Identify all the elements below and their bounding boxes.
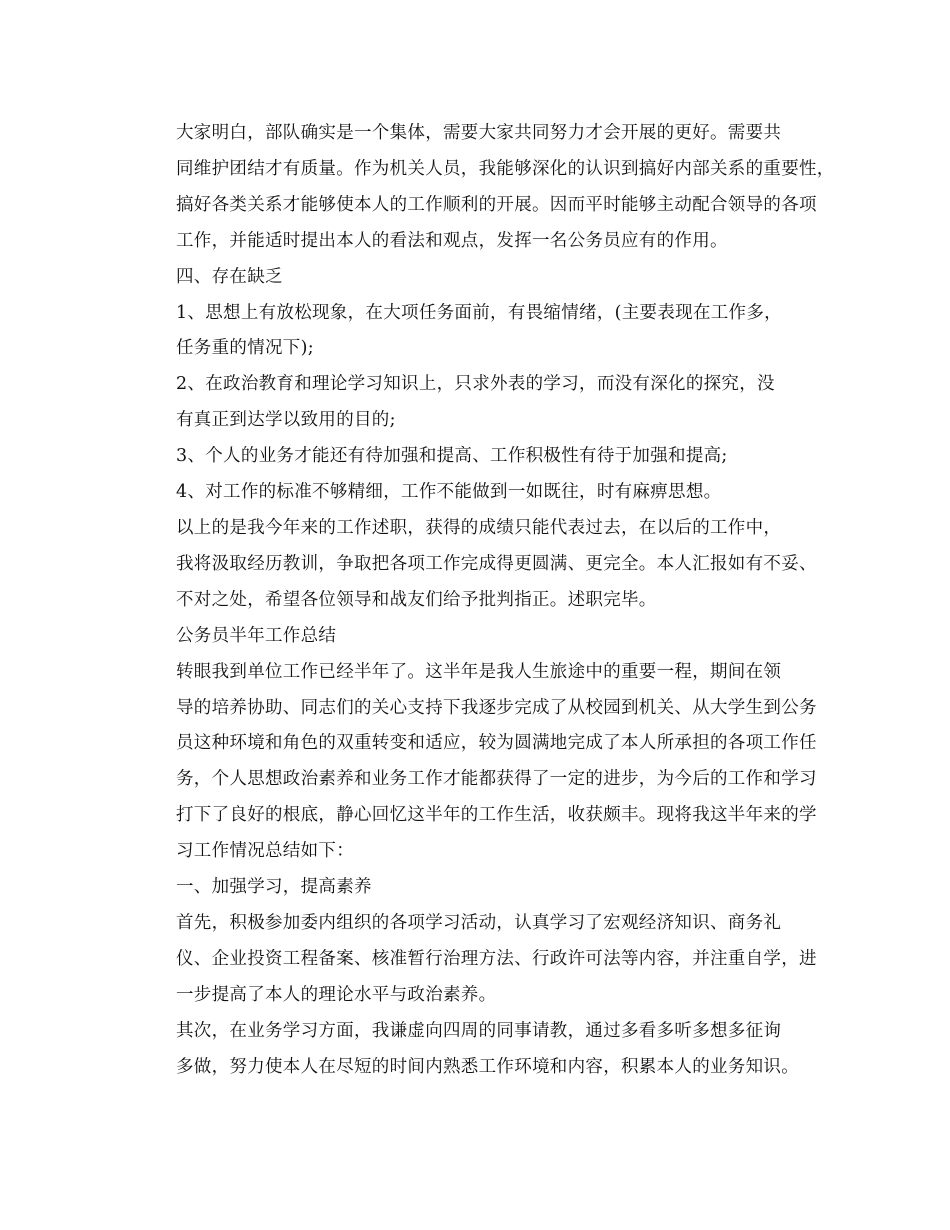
text-line: 习工作情况总结如下： bbox=[176, 841, 354, 862]
text-line: 导的培养协助、同志们的关心支持下我逐步完成了从校园到机关、从大学生到公务 bbox=[176, 697, 817, 718]
paragraph-p1 bbox=[141, 116, 835, 260]
text-line: 1、思想上有放松现象，在大项任务面前，有畏缩情绪，(主要表现在工作多， bbox=[176, 302, 782, 323]
text-line: 我将汲取经历教训，争取把各项工作完成得更圆满、更完全。本人汇报如有不妥、 bbox=[176, 553, 817, 574]
text-line: 多做，努力使本人在尽短的时间内熟悉工作环境和内容，积累本人的业务知识。 bbox=[176, 1056, 799, 1077]
text-line: 一步提高了本人的理论水平与政治素养。 bbox=[176, 984, 497, 1005]
text-line: 一、加强学习，提高素养 bbox=[176, 877, 372, 898]
text-line: 公务员半年工作总结 bbox=[176, 625, 337, 646]
paragraph-item-1 bbox=[141, 296, 816, 368]
text-line: 同维护团结才有质量。作为机关人员，我能够深化的认识到搞好内部关系的重要性， bbox=[176, 158, 835, 179]
text-line: 大家明白，部队确实是一个集体，需要大家共同努力才会开展的更好。需要共 bbox=[176, 123, 782, 143]
paragraph-item-3 bbox=[141, 439, 816, 475]
text-line: 四、存在缺乏 bbox=[176, 266, 283, 287]
paragraph-p-intro bbox=[141, 655, 816, 870]
paragraph-p-second bbox=[141, 1014, 816, 1086]
text-line: 搞好各类关系才能够使本人的工作顺利的开展。因而平时能够主动配合领导的各项 bbox=[176, 194, 817, 215]
text-line: 不对之处，希望各位领导和战友们给予批判指正。述职完毕。 bbox=[176, 589, 657, 610]
text-line: 转眼我到单位工作已经半年了。这半年是我人生旅途中的重要一程，期间在领 bbox=[176, 661, 782, 682]
paragraph-h-study bbox=[141, 870, 816, 906]
text-line: 首先，积极参加委内组织的各项学习活动，认真学习了宏观经济知识、商务礼 bbox=[176, 912, 782, 933]
text-line: 打下了良好的根底，静心回忆这半年的工作生活，收获颇丰。现将我这半年来的学 bbox=[176, 805, 817, 826]
text-line: 工作，并能适时提出本人的看法和观点，发挥一名公务员应有的作用。 bbox=[176, 230, 728, 251]
text-line: 2、在政治教育和理论学习知识上，只求外表的学习，而没有深化的探究，没 bbox=[176, 374, 775, 395]
paragraph-h-title bbox=[141, 619, 816, 655]
text-line: 务，个人思想政治素养和业务工作才能都获得了一定的进步，为今后的工作和学习 bbox=[176, 769, 817, 790]
document-body bbox=[141, 116, 835, 1085]
text-line: 以上的是我今年来的工作述职，获得的成绩只能代表过去，在以后的工作中， bbox=[176, 517, 782, 538]
paragraph-item-4 bbox=[141, 475, 816, 511]
text-line: 员这种环境和角色的双重转变和适应，较为圆满地完成了本人所承担的各项工作任 bbox=[176, 733, 817, 754]
text-line: 4、对工作的标准不够精细，工作不能做到一如既往，时有麻痹思想。 bbox=[176, 482, 722, 503]
paragraph-p-first bbox=[141, 906, 816, 1014]
text-line: 仪、企业投资工程备案、核准暂行治理方法、行政许可法等内容，并注重自学，进 bbox=[176, 948, 817, 969]
paragraph-h-shortcomings bbox=[141, 260, 816, 296]
text-line: 其次，在业务学习方面，我谦虚向四周的同事请教，通过多看多听多想多征询 bbox=[176, 1020, 782, 1041]
text-line: 任务重的情况下); bbox=[176, 338, 314, 359]
paragraph-p-closing bbox=[141, 511, 816, 619]
paragraph-item-2 bbox=[141, 367, 816, 439]
text-line: 有真正到达学以致用的目的; bbox=[176, 410, 396, 431]
text-line: 3、个人的业务才能还有待加强和提高、工作积极性有待于加强和提高; bbox=[176, 446, 728, 467]
